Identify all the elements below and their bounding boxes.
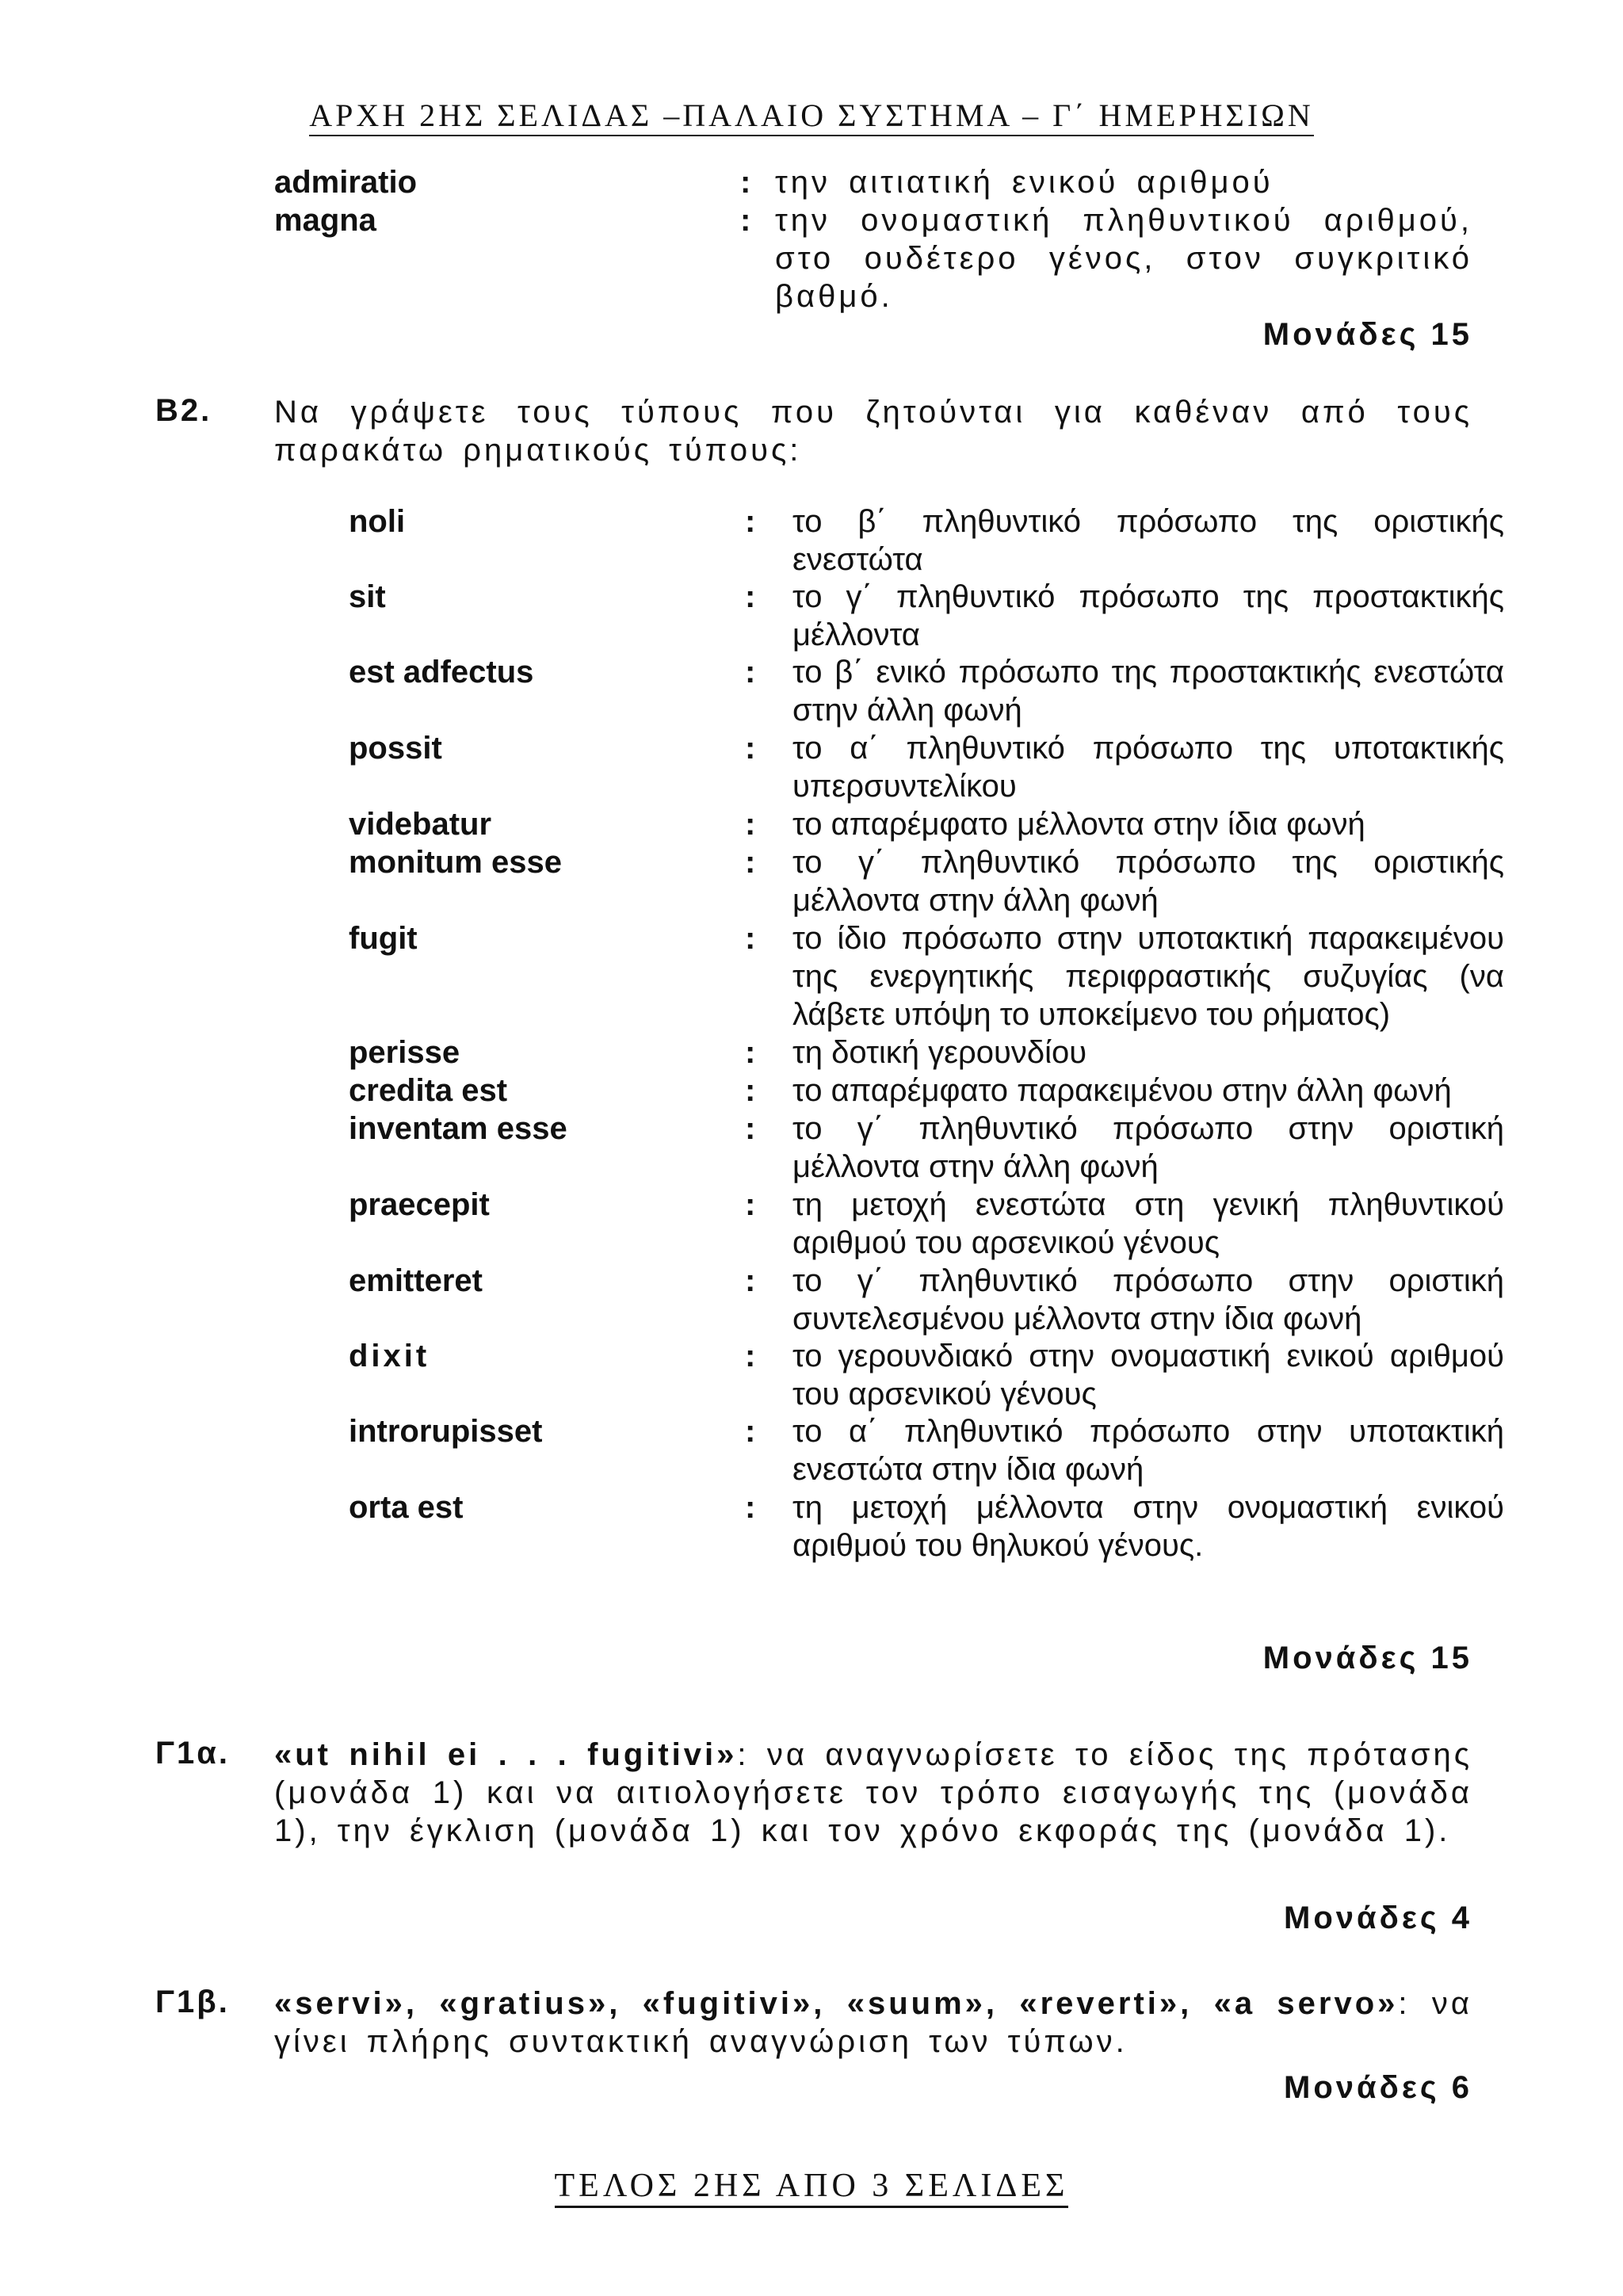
colon: : [745,579,756,614]
colon: : [745,731,756,766]
question-text-g1b [274,1985,1472,2061]
verb-term: monitum esse [349,845,562,880]
verb-row [0,843,1623,919]
verb-description: το α΄ πληθυντικό πρόσωπο στην υποτακτική ενεστώτα στην ίδια φωνή [792,1414,1504,1487]
verb-term: sit [349,579,386,614]
verb-row [0,1412,1623,1488]
colon: : [745,1187,756,1222]
verb-term: praecepit [349,1187,490,1222]
term: admiratio [274,165,418,200]
colon: : [745,504,756,539]
verb-term: est adfectus [349,655,534,690]
verb-description: τη μετοχή ενεστώτα στη γενική πληθυντικού αριθμού του αρσενικού γένους [792,1187,1504,1260]
units-label: Μονάδες 6 [1284,2070,1472,2105]
verb-term: possit [349,731,442,766]
page-header [0,97,1623,134]
page-footer [0,2167,1623,2205]
verb-description: το γ΄ πληθυντικό πρόσωπο της προστακτικής μέλλοντα [792,579,1504,652]
verb-row [0,919,1623,1033]
verb-description: τη μετοχή μέλλοντα στην ονομαστική ενικού αριθμού του θηλυκού γένους. [792,1490,1504,1563]
colon: : [745,1414,756,1449]
verb-term: emitteret [349,1263,483,1298]
verb-term: orta est [349,1490,464,1525]
verb-term: videbatur [349,807,492,842]
colon: : [745,1263,756,1298]
question-text-g1a [274,1736,1472,1850]
colon: : [745,655,756,690]
verb-row [0,1072,1623,1110]
verb-description: το ίδιο πρόσωπο στην υποτακτική παρακειμένου της ενεργητικής περιφραστικής συζυγίας (να λάβετε υπόψη το υποκείμενο του ρήματος) [792,921,1504,1032]
question-body: : να αναγνωρίσετε το είδος της πρότασης (μονάδα 1) και να αιτιολογήσετε τον τρόπο εισαγωγής της (μονάδα 1), την έγκλιση (μονάδα 1) και τον χρόνο εκφοράς της (μονάδα 1). [274,1737,1472,1848]
verb-description: το β΄ ενικό πρόσωπο της προστακτικής ενεστώτα στην άλλη φωνή [792,655,1504,728]
verb-term: fugit [349,921,418,956]
verb-description: τη δοτική γερουνδίου [792,1035,1087,1070]
colon: : [745,1111,756,1146]
verb-row [0,502,1623,579]
verb-term: credita est [349,1073,508,1108]
quoted-phrase: «ut nihil ei . . . fugitivi» [274,1737,738,1772]
verb-row [0,1262,1623,1338]
units-label: Μονάδες 15 [1262,317,1472,352]
colon: : [745,1035,756,1070]
question-label-g1a: Γ1α. [155,1736,230,1771]
verb-row [0,1033,1623,1072]
verb-term: introrupisset [349,1414,543,1449]
verb-description: το απαρέμφατο παρακειμένου στην άλλη φωνή [792,1073,1452,1108]
top-item-admiratio [0,163,1623,201]
verb-term: noli [349,504,406,539]
description: την αιτιατική ενικού αριθμού [775,165,1274,200]
verb-row [0,729,1623,805]
colon: : [745,1339,756,1373]
verb-description: το γ΄ πληθυντικό πρόσωπο στην οριστική συντελεσμένου μέλλοντα στην ίδια φωνή [792,1263,1504,1336]
colon: : [745,921,756,956]
verb-term: dixit [349,1339,430,1373]
question-text-b2: Να γράψετε τους τύπους που ζητούνται για καθέναν από τους παρακάτω ρηματικούς τύπους: [274,395,1472,468]
quoted-phrase: «servi», «gratius», «fugitivi», «suum», «reverti», «a servo» [274,1986,1399,2021]
verb-term: inventam esse [349,1111,567,1146]
page-header-text: ΑΡΧΗ 2ΗΣ ΣΕΛΙΔΑΣ –ΠΑΛΑΙΟ ΣΥΣΤΗΜΑ – Γ΄ ΗΜΕΡΗΣΙΩΝ [309,97,1314,136]
verb-row [0,1337,1623,1413]
verb-row [0,1488,1623,1564]
verb-row [0,653,1623,729]
top-item-magna [0,201,1623,320]
verb-row [0,1110,1623,1186]
verb-description: το β΄ πληθυντικό πρόσωπο της οριστικής ενεστώτα [792,504,1504,577]
colon: : [745,1490,756,1525]
verb-description: το α΄ πληθυντικό πρόσωπο της υποτακτικής υπερσυντελίκου [792,731,1504,804]
verb-row [0,1186,1623,1262]
verb-row [0,578,1623,654]
question-label-g1b: Γ1β. [155,1985,230,2019]
colon: : [745,845,756,880]
term: magna [274,203,376,238]
question-label-b2: Β2. [155,393,212,428]
verb-row [0,805,1623,843]
units-label: Μονάδες 4 [1284,1901,1472,1935]
verb-description: το γερουνδιακό στην ονομαστική ενικού αριθμού του αρσενικού γένους [792,1339,1504,1412]
page-footer-text: ΤΕΛΟΣ 2ΗΣ ΑΠΟ 3 ΣΕΛΙΔΕΣ [555,2168,1069,2208]
question-body: : να γίνει πλήρης συντακτική αναγνώριση των τύπων. [274,1986,1472,2059]
verb-description: το γ΄ πληθυντικό πρόσωπο της οριστικής μέλλοντα στην άλλη φωνή [792,845,1504,918]
colon: : [745,1073,756,1108]
verb-description: το απαρέμφατο μέλλοντα στην ίδια φωνή [792,807,1365,842]
units-label: Μονάδες 15 [1262,1641,1472,1675]
description: την ονομαστική πληθυντικού αριθμού, στο ουδέτερο γένος, στον συγκριτικό βαθμό. [775,203,1472,314]
colon: : [745,807,756,842]
colon: : [740,165,751,200]
verb-term: perisse [349,1035,460,1070]
colon: : [740,203,751,238]
verb-description: το γ΄ πληθυντικό πρόσωπο στην οριστική μέλλοντα στην άλλη φωνή [792,1111,1504,1184]
